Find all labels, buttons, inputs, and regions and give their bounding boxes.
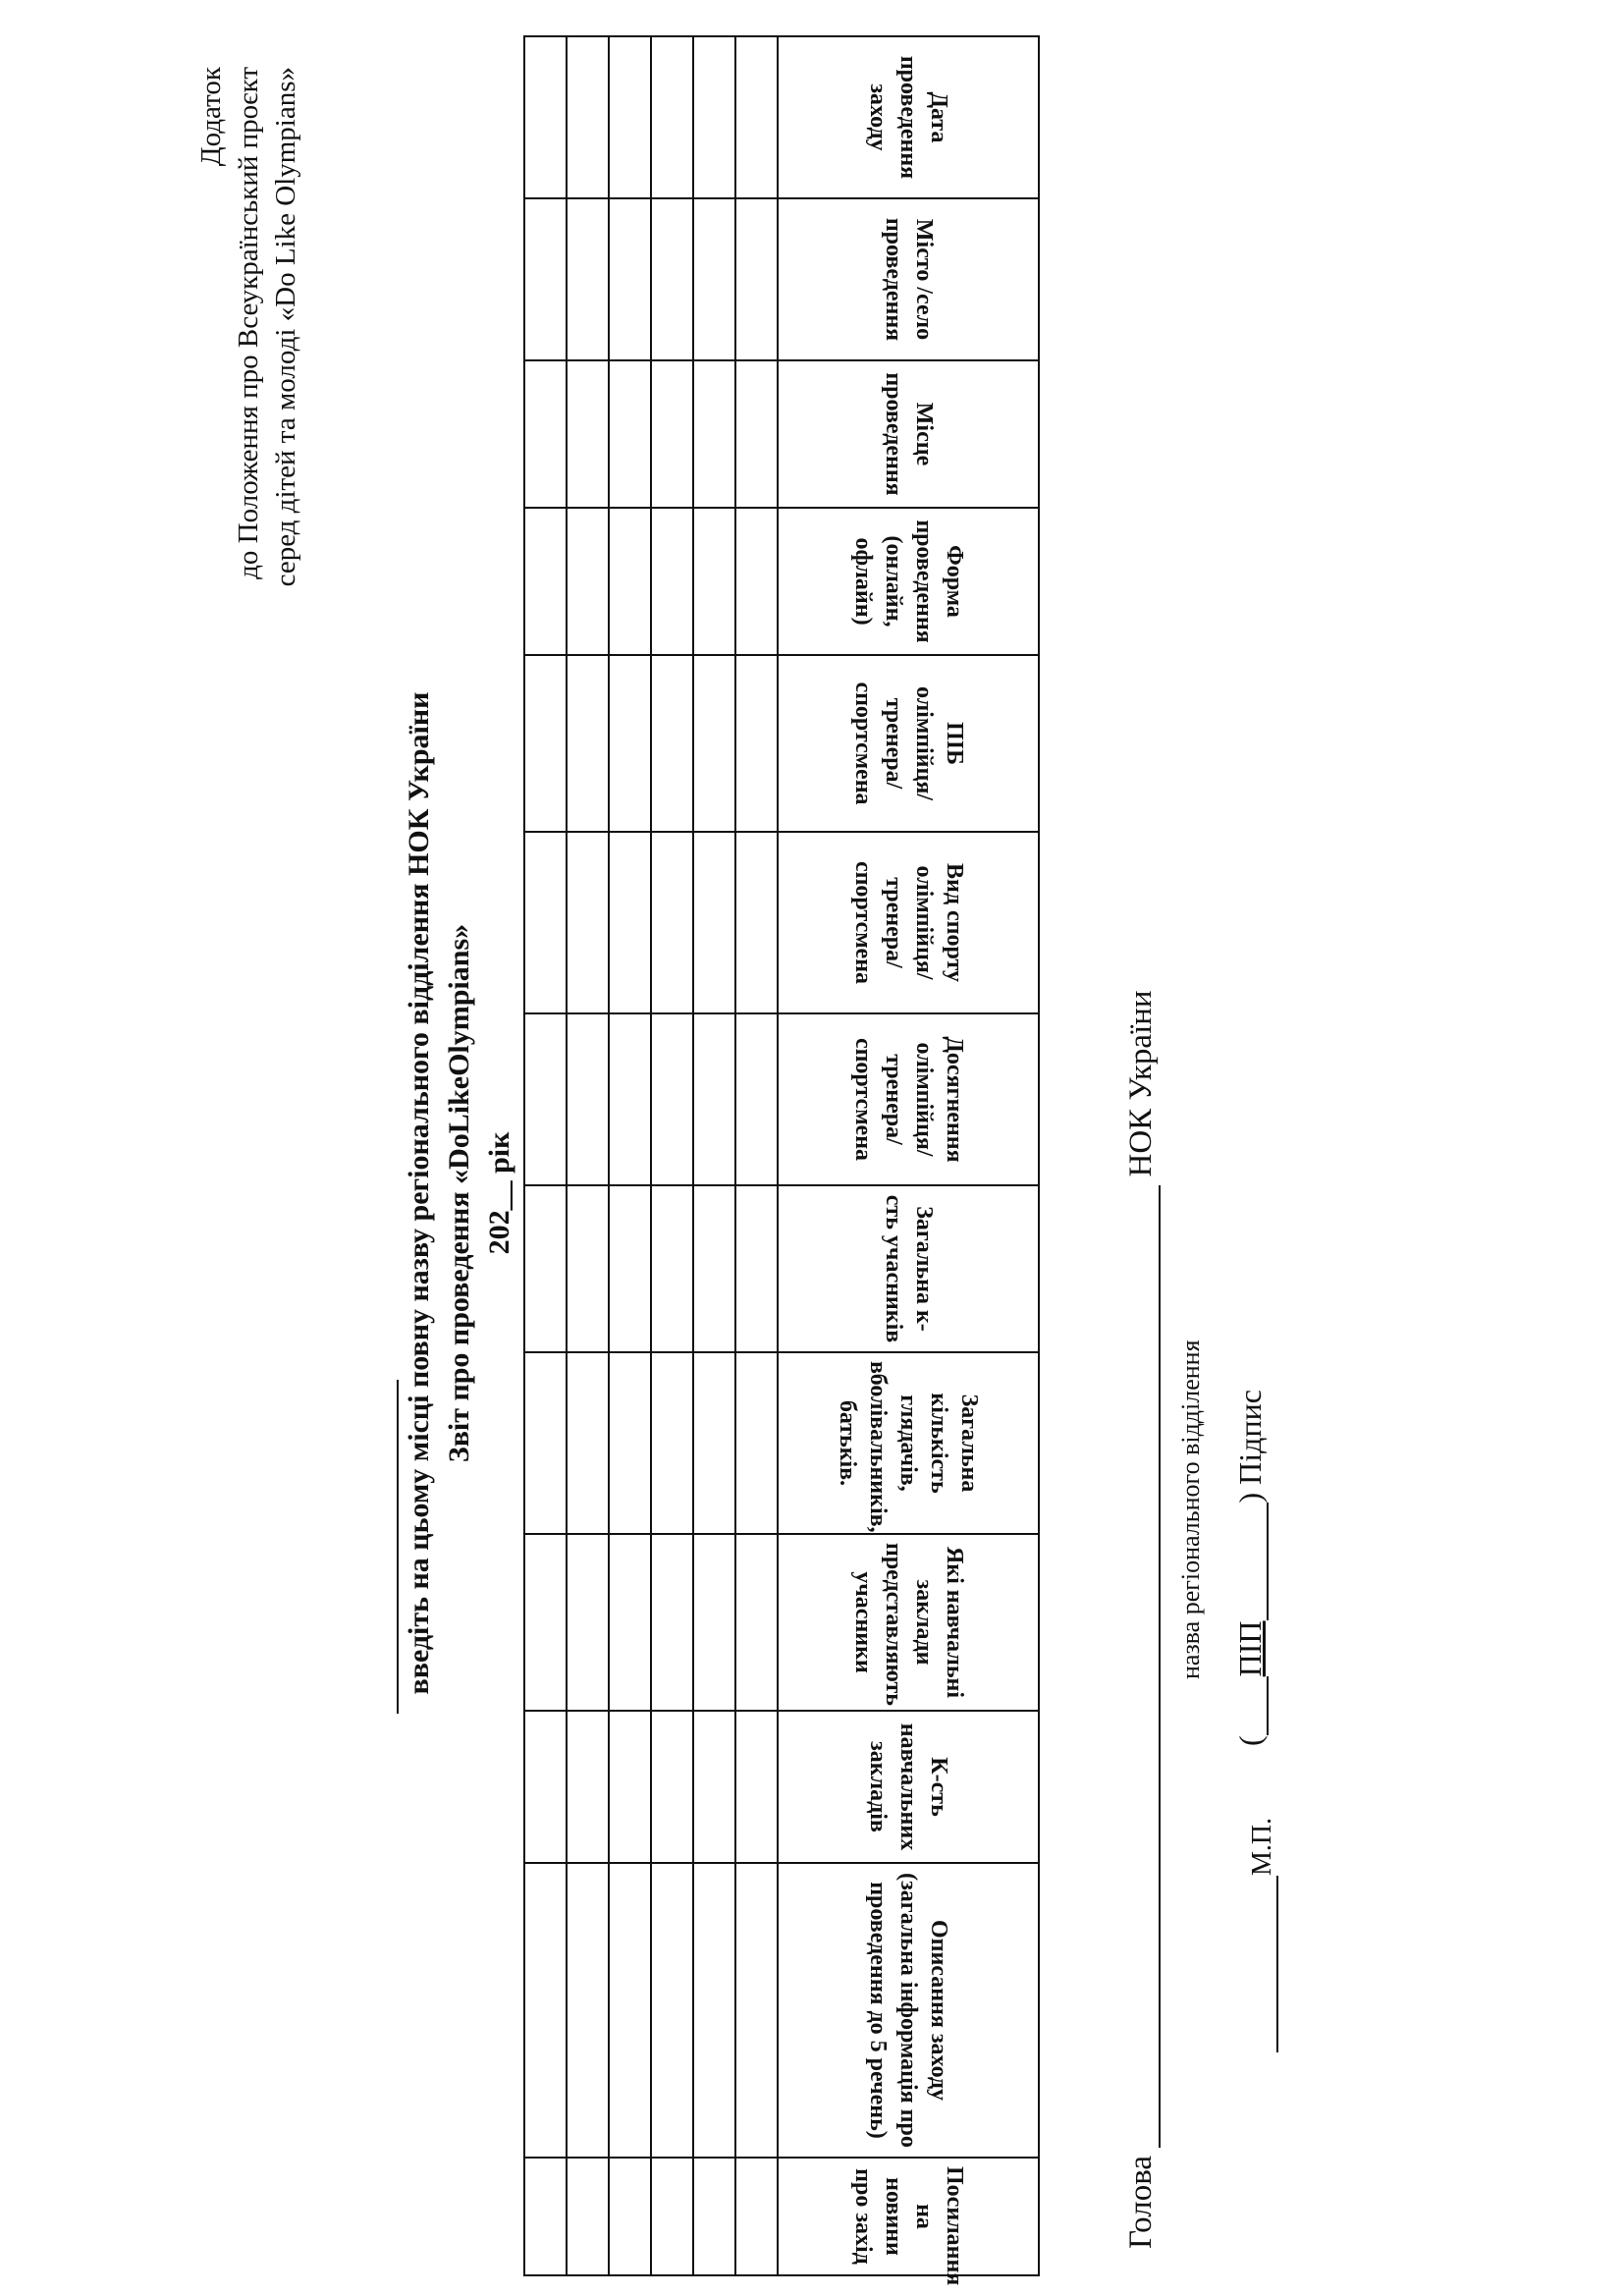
table-row [524, 36, 567, 2275]
head-label: Голова [1123, 2155, 1159, 2249]
table-cell[interactable] [567, 360, 609, 508]
stamp-label: М.П. [1247, 1817, 1277, 1876]
column-header: Форма проведення (онлайн, офлайн) [778, 508, 1039, 655]
table-cell[interactable] [693, 1352, 735, 1534]
table-cell[interactable] [651, 1534, 693, 1711]
table-cell[interactable] [735, 508, 778, 655]
column-header: Загальна к-сть учасників [778, 1185, 1039, 1352]
table-cell[interactable] [693, 832, 735, 1013]
table-cell[interactable] [567, 1185, 609, 1352]
appendix-line-2: до Положення про Всеукраїнський проєкт [233, 67, 264, 579]
table-cell[interactable] [735, 36, 778, 198]
table-cell[interactable] [651, 1352, 693, 1534]
table-cell[interactable] [524, 655, 567, 832]
table-cell[interactable] [735, 2158, 778, 2275]
table-cell[interactable] [609, 198, 651, 360]
table-cell[interactable] [735, 1185, 778, 1352]
column-header: Досягнення олімпійця/ тренера/ спортсмена [778, 1013, 1039, 1185]
table-cell[interactable] [524, 198, 567, 360]
table-cell[interactable] [651, 1863, 693, 2158]
table-cell[interactable] [567, 1534, 609, 1711]
table-cell[interactable] [693, 1863, 735, 2158]
table-cell[interactable] [735, 1013, 778, 1185]
pib-field-right[interactable] [1241, 1503, 1269, 1620]
table-cell[interactable] [735, 1863, 778, 2158]
table-row [651, 36, 693, 2275]
table-cell[interactable] [524, 508, 567, 655]
report-table [523, 35, 1040, 2286]
table-cell[interactable] [651, 508, 693, 655]
table-cell[interactable] [524, 1863, 567, 2158]
table-cell[interactable] [693, 1185, 735, 1352]
column-header: Місце проведення [778, 360, 1039, 508]
table-cell[interactable] [735, 1534, 778, 1711]
stamp-line [1247, 1818, 1278, 2052]
table-cell[interactable] [567, 1863, 609, 2158]
table-cell[interactable] [567, 832, 609, 1013]
table-cell[interactable] [735, 360, 778, 508]
pib-label: ПІП [1232, 1620, 1268, 1677]
table-cell[interactable] [693, 36, 735, 198]
table-cell[interactable] [567, 2158, 609, 2275]
name-fill-line[interactable] [397, 1380, 399, 1714]
column-header: Посилання на новини про захід [778, 2158, 1039, 2275]
table-cell[interactable] [524, 360, 567, 508]
appendix-line-1: Додаток [195, 67, 227, 167]
table-cell[interactable] [609, 2158, 651, 2275]
pib-field-left[interactable] [1241, 1676, 1269, 1735]
table-cell[interactable] [693, 2158, 735, 2275]
table-cell[interactable] [651, 1185, 693, 1352]
table-cell[interactable] [524, 1534, 567, 1711]
report-table-wrapper [540, 35, 1040, 2286]
table-cell[interactable] [567, 508, 609, 655]
table-cell[interactable] [609, 1711, 651, 1863]
header-row [778, 36, 1039, 2275]
table-cell[interactable] [524, 2158, 567, 2275]
appendix-line-3: серед дітей та молоді «Do Like Olympians» [270, 67, 301, 587]
table-cell[interactable] [567, 36, 609, 198]
table-row [735, 36, 778, 2275]
report-title: Звіт про проведення «DoLikeOlympians» [443, 923, 475, 1463]
table-cell[interactable] [609, 508, 651, 655]
appendix-note [192, 67, 304, 695]
table-cell[interactable] [524, 36, 567, 198]
table-cell[interactable] [735, 1352, 778, 1534]
column-header: Дата проведення заходу [778, 36, 1039, 198]
instruction-text: введіть на цьому місці повну назву регіонального відділення НОК України [403, 691, 435, 1695]
table-cell[interactable] [651, 360, 693, 508]
org-caption: назва регіонального відділення [1176, 1339, 1205, 1679]
table-cell[interactable] [735, 198, 778, 360]
table-cell[interactable] [693, 655, 735, 832]
column-header: К-сть навчальних закладів [778, 1711, 1039, 1863]
table-cell[interactable] [735, 655, 778, 832]
table-row [609, 36, 651, 2275]
table-cell[interactable] [609, 360, 651, 508]
sign-label: Підпис [1232, 1390, 1268, 1485]
column-header: Місто /село проведення [778, 198, 1039, 360]
table-cell[interactable] [693, 1534, 735, 1711]
column-header: Які навчальні заклади представляють учасники [778, 1534, 1039, 1711]
table-cell[interactable] [735, 1711, 778, 1863]
table-cell[interactable] [567, 1352, 609, 1534]
head-signature-line [1121, 990, 1161, 2249]
column-header: ПІБ олімпійця/ тренера/ спортсмена [778, 655, 1039, 832]
column-header: Загальна кількість глядачів, вболівальників, батьків. [778, 1352, 1039, 1534]
table-cell[interactable] [524, 1185, 567, 1352]
table-cell[interactable] [524, 832, 567, 1013]
table-cell[interactable] [609, 1863, 651, 2158]
title-block [397, 673, 519, 1714]
table-cell[interactable] [609, 1013, 651, 1185]
table-cell[interactable] [651, 2158, 693, 2275]
table-cell[interactable] [693, 1013, 735, 1185]
table-cell[interactable] [693, 508, 735, 655]
table-cell[interactable] [609, 655, 651, 832]
table-cell[interactable] [651, 1711, 693, 1863]
table-cell[interactable] [693, 360, 735, 508]
table-cell[interactable] [735, 832, 778, 1013]
table-cell[interactable] [651, 198, 693, 360]
table-cell[interactable] [609, 832, 651, 1013]
table-cell[interactable] [609, 1185, 651, 1352]
table-cell[interactable] [651, 655, 693, 832]
org-label: НОК України [1123, 990, 1159, 1177]
table-cell[interactable] [567, 1711, 609, 1863]
column-header: Описання заходу (загальна інформація про проведення до 5 речень) [778, 1863, 1039, 2158]
table-cell[interactable] [567, 1013, 609, 1185]
org-name-field[interactable] [1133, 1185, 1161, 2148]
table-cell[interactable] [567, 655, 609, 832]
table-cell[interactable] [651, 832, 693, 1013]
table-cell[interactable] [609, 1534, 651, 1711]
table-row [693, 36, 735, 2275]
pib-sign-line: (ПІП) Підпис [1232, 1390, 1268, 1746]
table-cell[interactable] [524, 1711, 567, 1863]
table-cell[interactable] [524, 1013, 567, 1185]
report-year: 202__ рік [483, 1131, 515, 1255]
table-cell[interactable] [567, 198, 609, 360]
column-header: Вид спорту олімпійця/ тренера/ спортсмена [778, 832, 1039, 1013]
table-row [567, 36, 609, 2275]
table-cell[interactable] [609, 36, 651, 198]
table-cell[interactable] [651, 1013, 693, 1185]
table-cell[interactable] [693, 198, 735, 360]
stamp-field[interactable] [1251, 1876, 1278, 2052]
table-cell[interactable] [693, 1711, 735, 1863]
table-cell[interactable] [524, 1352, 567, 1534]
table-cell[interactable] [609, 1352, 651, 1534]
table-cell[interactable] [651, 36, 693, 198]
